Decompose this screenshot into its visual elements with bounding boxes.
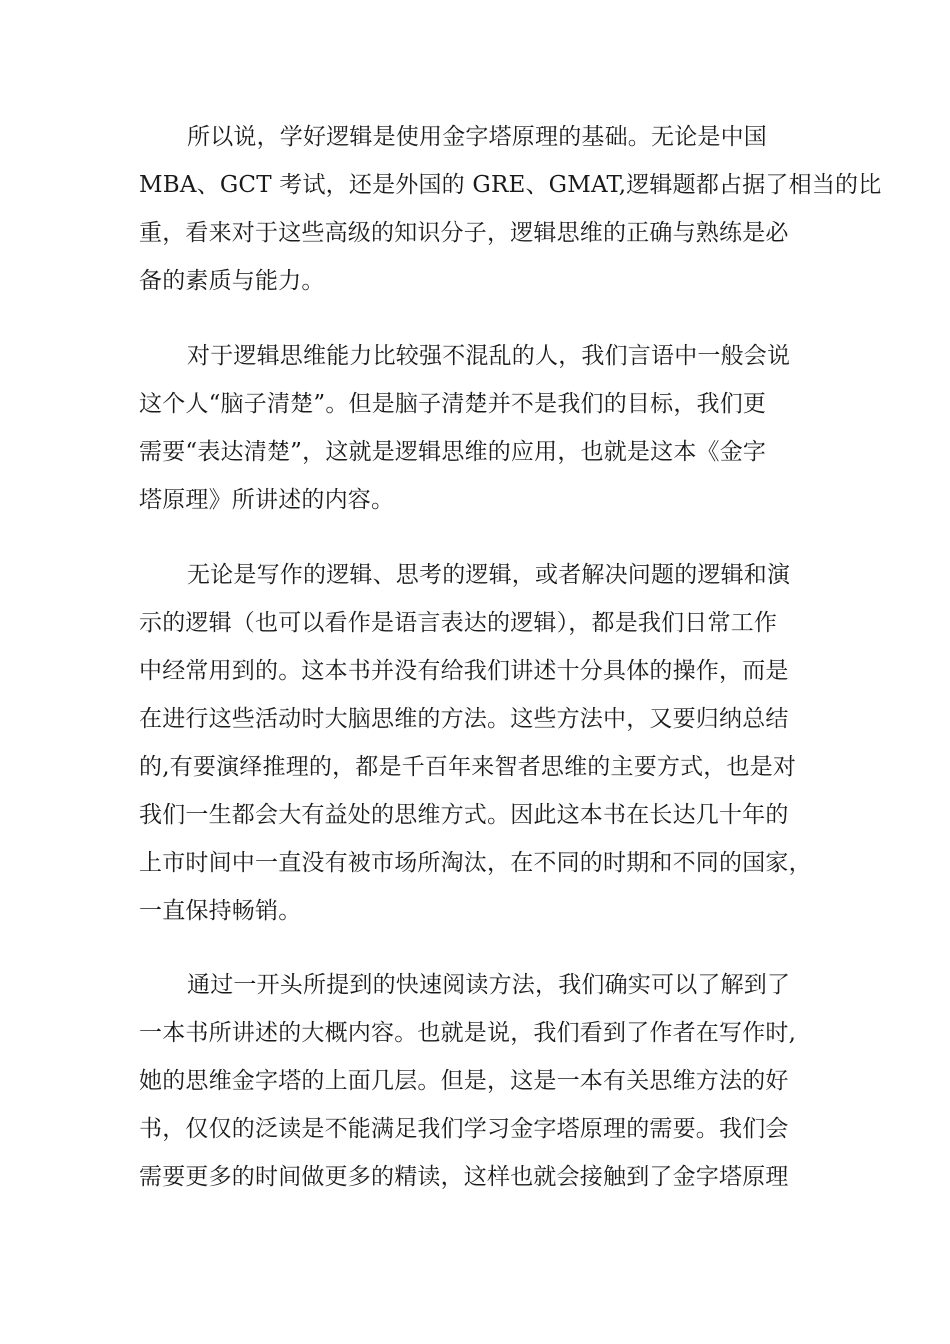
paragraph-1-line-1: 所以说，学好逻辑是使用金字塔原理的基础。无论是中国 xyxy=(187,124,767,150)
paragraph-3-line-1: 无论是写作的逻辑、思考的逻辑，或者解决问题的逻辑和演 xyxy=(187,562,791,588)
paragraph-1-line-2: MBA、GCT 考试，还是外国的 GRE、GMAT,逻辑题都占据了相当的比 xyxy=(139,172,882,198)
paragraph-4-line-4: 书，仅仅的泛读是不能满足我们学习金字塔原理的需要。我们会 xyxy=(139,1116,789,1142)
paragraph-3-line-4: 在进行这些活动时大脑思维的方法。这些方法中，又要归纳总结 xyxy=(139,706,789,732)
paragraph-2-line-2: 这个人“脑子清楚”。但是脑子清楚并不是我们的目标，我们更 xyxy=(139,391,767,417)
paragraph-2-line-3: 需要“表达清楚”，这就是逻辑思维的应用，也就是这本《金字 xyxy=(139,439,767,465)
paragraph-3-line-3: 中经常用到的。这本书并没有给我们讲述十分具体的操作，而是 xyxy=(139,658,789,684)
paragraph-3-line-8: 一直保持畅销。 xyxy=(139,898,302,924)
paragraph-3-line-5: 的,有要演绎推理的，都是千百年来智者思维的主要方式，也是对 xyxy=(139,754,797,780)
paragraph-1-line-3: 重，看来对于这些高级的知识分子，逻辑思维的正确与熟练是必 xyxy=(139,220,789,246)
paragraph-3-line-7: 上市时间中一直没有被市场所淘汰，在不同的时期和不同的国家， xyxy=(139,850,812,876)
paragraph-2-line-4: 塔原理》所讲述的内容。 xyxy=(139,487,395,513)
paragraph-3-line-6: 我们一生都会大有益处的思维方式。因此这本书在长达几十年的 xyxy=(139,802,789,828)
paragraph-3-line-2: 示的逻辑（也可以看作是语言表达的逻辑），都是我们日常工作 xyxy=(139,610,778,636)
paragraph-4-line-1: 通过一开头所提到的快速阅读方法，我们确实可以了解到了 xyxy=(187,972,791,998)
paragraph-4-line-5: 需要更多的时间做更多的精读，这样也就会接触到了金字塔原理 xyxy=(139,1164,789,1190)
paragraph-4-line-2: 一本书所讲述的大概内容。也就是说，我们看到了作者在写作时, xyxy=(139,1020,797,1046)
paragraph-4-line-3: 她的思维金字塔的上面几层。但是，这是一本有关思维方法的好 xyxy=(139,1068,789,1094)
paragraph-2-line-1: 对于逻辑思维能力比较强不混乱的人，我们言语中一般会说 xyxy=(187,343,791,369)
paragraph-1-line-4: 备的素质与能力。 xyxy=(139,268,325,294)
